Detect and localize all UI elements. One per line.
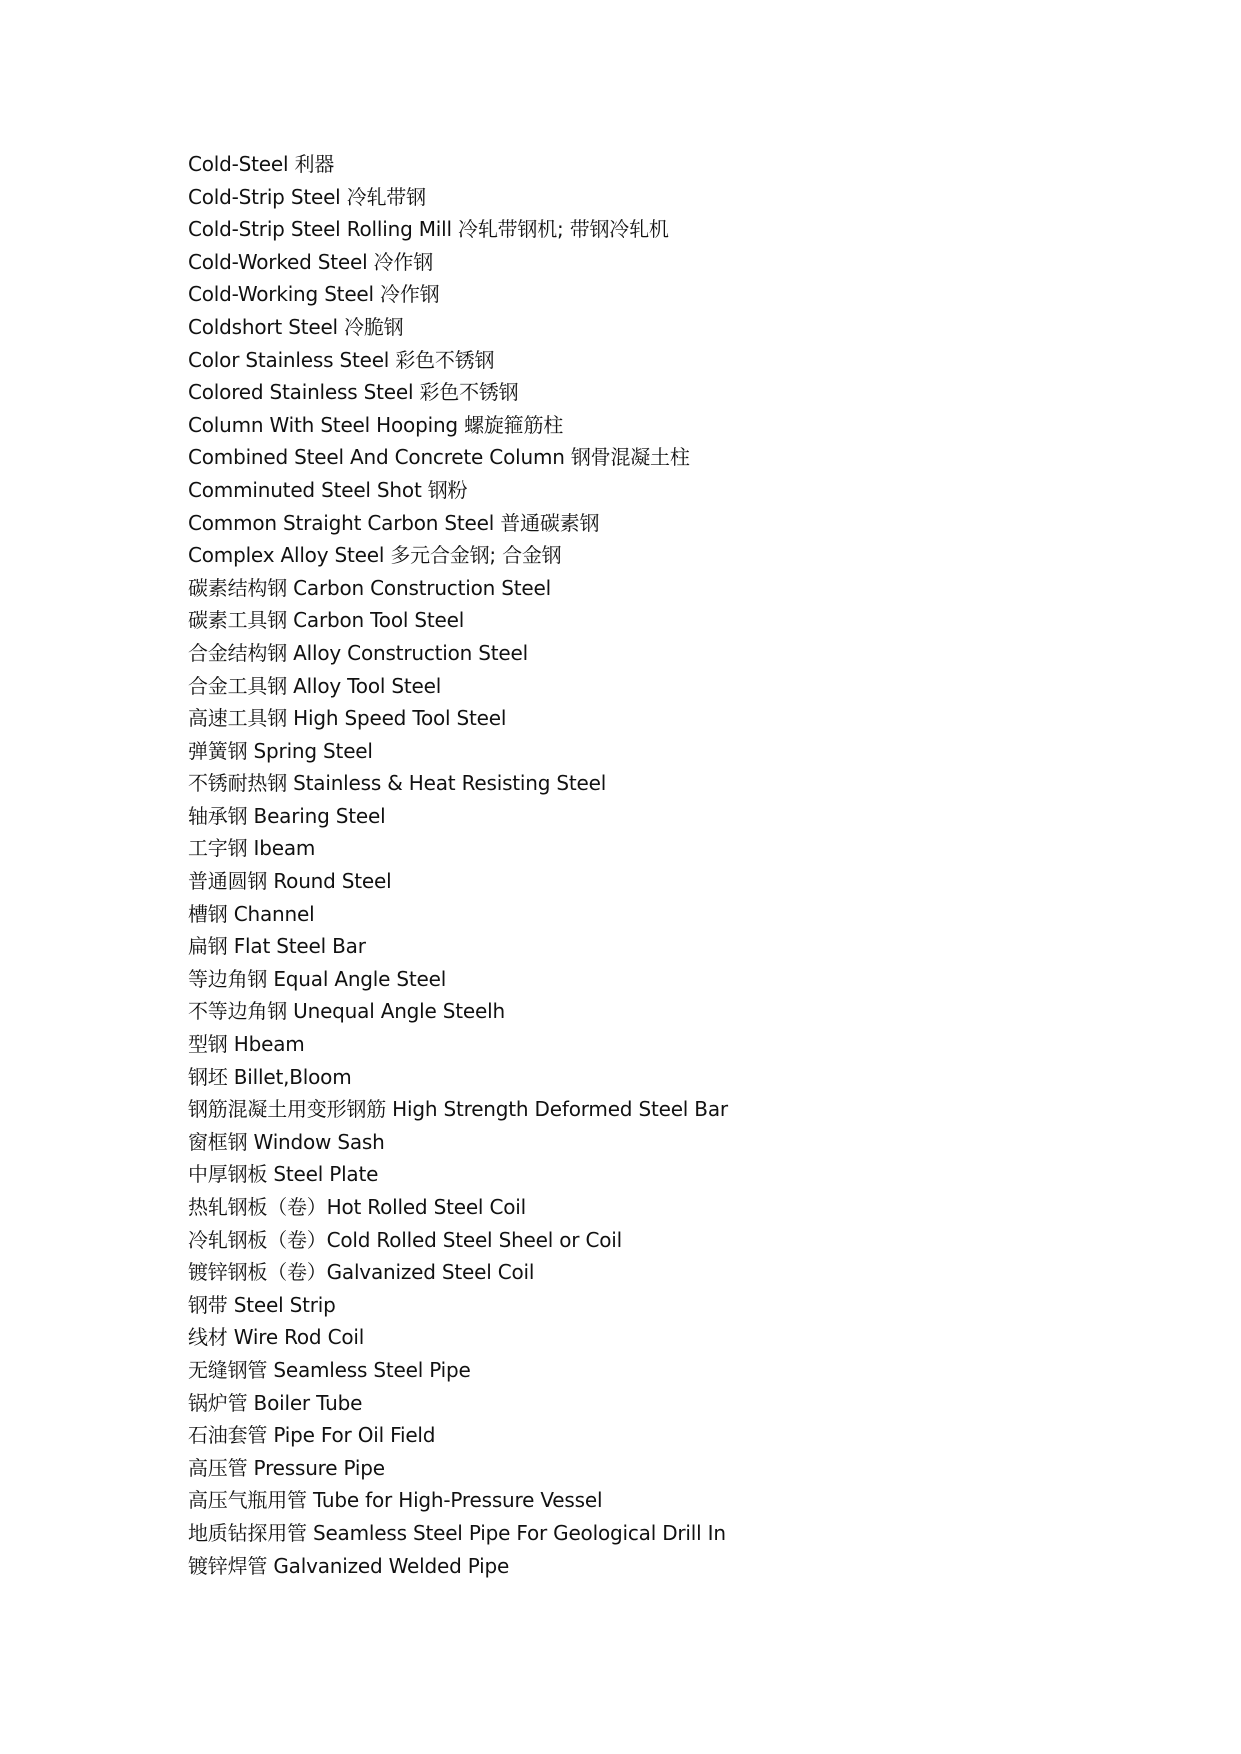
- glossary-entry: 不等边角钢 Unequal Angle Steelh: [188, 999, 505, 1024]
- glossary-entry: 中厚钢板 Steel Plate: [188, 1162, 379, 1187]
- glossary-entry: 工字钢 Ibeam: [188, 836, 316, 861]
- glossary-entry: 高速工具钢 High Speed Tool Steel: [188, 706, 507, 731]
- glossary-entry: 槽钢 Channel: [188, 901, 315, 926]
- glossary-entry: Coldshort Steel 冷脆钢: [188, 314, 404, 339]
- glossary-entry: 扁钢 Flat Steel Bar: [188, 934, 366, 959]
- glossary-entry: 高压管 Pressure Pipe: [188, 1455, 385, 1480]
- glossary-entry: Column With Steel Hooping 螺旋箍筋柱: [188, 412, 564, 437]
- glossary-entry: 钢带 Steel Strip: [188, 1292, 336, 1317]
- glossary-entry: 型钢 Hbeam: [188, 1032, 305, 1057]
- glossary-entry: 碳素工具钢 Carbon Tool Steel: [188, 608, 465, 633]
- glossary-entry: Combined Steel And Concrete Column 钢骨混凝土柱: [188, 445, 690, 470]
- glossary-entry: 钢筋混凝土用变形钢筋 High Strength Deformed Steel Bar: [188, 1097, 728, 1122]
- glossary-entry: 无缝钢管 Seamless Steel Pipe: [188, 1357, 471, 1382]
- glossary-entry: 窗框钢 Window Sash: [188, 1129, 385, 1154]
- glossary-entry: Common Straight Carbon Steel 普通碳素钢: [188, 510, 600, 535]
- glossary-entry: 镀锌焊管 Galvanized Welded Pipe: [188, 1553, 510, 1578]
- glossary-entry: Complex Alloy Steel 多元合金钢; 合金钢: [188, 543, 562, 568]
- glossary-entry: 合金工具钢 Alloy Tool Steel: [188, 673, 442, 698]
- glossary-entry: Cold-Strip Steel Rolling Mill 冷轧带钢机; 带钢冷轧机: [188, 217, 669, 242]
- glossary-entry: 镀锌钢板（卷）Galvanized Steel Coil: [188, 1260, 535, 1285]
- glossary-entry: 石油套管 Pipe For Oil Field: [188, 1423, 436, 1448]
- glossary-entry: 钢坯 Billet,Bloom: [188, 1064, 352, 1089]
- glossary-entry: Colored Stainless Steel 彩色不锈钢: [188, 380, 519, 405]
- glossary-entry: 弹簧钢 Spring Steel: [188, 738, 373, 763]
- glossary-entry: 冷轧钢板（卷）Cold Rolled Steel Sheel or Coil: [188, 1227, 623, 1252]
- glossary-entry: 等边角钢 Equal Angle Steel: [188, 966, 447, 991]
- glossary-entry: 轴承钢 Bearing Steel: [188, 803, 386, 828]
- glossary-entry: Cold-Steel 利器: [188, 152, 335, 176]
- glossary-entry: Cold-Strip Steel 冷轧带钢: [188, 184, 426, 209]
- glossary-entry: Cold-Worked Steel 冷作钢: [188, 249, 434, 274]
- glossary-entry: Comminuted Steel Shot 钢粉: [188, 477, 468, 502]
- glossary-entry: 合金结构钢 Alloy Construction Steel: [188, 640, 528, 665]
- glossary-entry: 锅炉管 Boiler Tube: [188, 1390, 363, 1415]
- glossary-entry: Cold-Working Steel 冷作钢: [188, 282, 440, 307]
- glossary-entry: 线材 Wire Rod Coil: [188, 1325, 365, 1350]
- glossary-list: [188, 148, 728, 1582]
- glossary-entry: 碳素结构钢 Carbon Construction Steel: [188, 575, 551, 600]
- glossary-entry: 普通圆钢 Round Steel: [188, 869, 392, 894]
- glossary-entry: 高压气瓶用管 Tube for High-Pressure Vessel: [188, 1488, 603, 1513]
- glossary-entry: 不锈耐热钢 Stainless & Heat Resisting Steel: [188, 771, 607, 796]
- glossary-entry: Color Stainless Steel 彩色不锈钢: [188, 347, 495, 372]
- glossary-entry: 地质钻探用管 Seamless Steel Pipe For Geological Drill In: [188, 1520, 726, 1545]
- glossary-entry: 热轧钢板（卷）Hot Rolled Steel Coil: [188, 1195, 526, 1219]
